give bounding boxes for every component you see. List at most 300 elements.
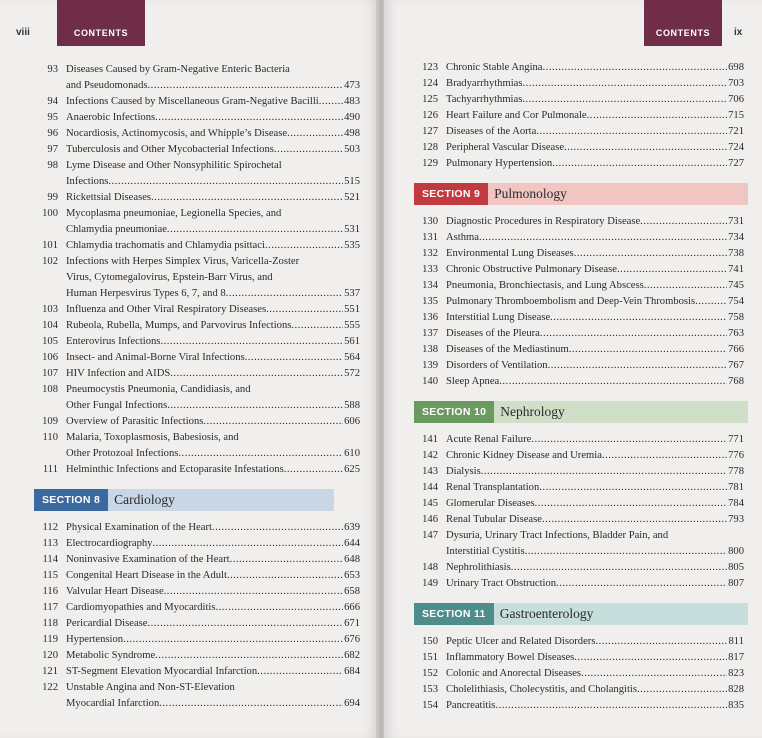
chapter-title: Noninvasive Examination of the Heart <box>66 554 230 565</box>
page-ref: 676 <box>344 634 360 645</box>
toc-entry <box>30 536 360 552</box>
chapter-title-final-line <box>66 318 360 334</box>
chapter-number: 105 <box>42 336 58 347</box>
chapter-title-block <box>446 374 744 390</box>
dot-leader <box>212 520 343 536</box>
dot-leader <box>548 358 728 374</box>
toc-entry <box>410 60 744 76</box>
chapter-title-final-line <box>66 302 360 318</box>
chapter-title: Chronic Obstructive Pulmonary Disease <box>446 264 617 275</box>
chapter-title-final-line <box>446 464 744 480</box>
toc-group <box>410 214 744 390</box>
chapter-title-block <box>66 142 360 158</box>
section-label: SECTION 11 <box>414 603 494 625</box>
chapter-number: 153 <box>422 684 438 695</box>
dot-leader <box>215 600 343 616</box>
toc-group <box>30 62 360 478</box>
chapter-title: Rickettsial Diseases <box>66 192 152 203</box>
chapter-title-final-line <box>446 698 744 714</box>
chapter-title-final-line <box>446 326 744 342</box>
dot-leader <box>640 214 727 230</box>
toc-entry <box>410 140 744 156</box>
chapter-title-line: Virus, Cytomegalovirus, Epstein-Barr Virus, and <box>66 272 273 283</box>
chapter-title: Congenital Heart Disease in the Adult <box>66 570 227 581</box>
chapter-title-block <box>66 648 360 664</box>
toc-entry <box>30 366 360 382</box>
chapter-number: 110 <box>42 432 58 443</box>
toc-entry <box>410 432 744 448</box>
dot-leader <box>637 682 727 698</box>
toc-entry <box>30 382 360 414</box>
dot-leader <box>266 302 343 318</box>
chapter-title-block <box>446 230 744 246</box>
chapter-title-final-line <box>446 214 744 230</box>
dot-leader <box>695 294 727 310</box>
page-ref: 771 <box>728 434 744 445</box>
chapter-number: 131 <box>422 232 438 243</box>
chapter-title-final-line <box>446 650 744 666</box>
chapter-title-block <box>66 536 360 552</box>
chapter-number: 111 <box>42 464 58 475</box>
page-ref: 610 <box>344 448 360 459</box>
chapter-title: Tachyarrhythmias <box>446 94 523 105</box>
chapter-title-block <box>66 238 360 254</box>
toc-group <box>30 520 360 712</box>
chapter-title-final-line <box>446 140 744 156</box>
page-number: ix <box>734 27 743 38</box>
page-ref: 503 <box>344 144 360 155</box>
chapter-title-final-line <box>446 544 744 560</box>
dot-leader <box>227 568 343 584</box>
toc-entry <box>410 342 744 358</box>
page-ref: 767 <box>728 360 744 371</box>
chapter-title: Other Fungal Infections <box>66 400 168 411</box>
chapter-number: 154 <box>422 700 438 711</box>
toc-entry <box>410 278 744 294</box>
page-ref: 823 <box>728 668 744 679</box>
chapter-title: Disorders of Ventilation <box>446 360 548 371</box>
chapter-number: 101 <box>42 240 58 251</box>
page-ref: 572 <box>344 368 360 379</box>
page-ref: 805 <box>728 562 744 573</box>
toc-entry <box>410 682 744 698</box>
chapter-title-final-line <box>446 60 744 76</box>
dot-leader <box>499 374 727 390</box>
chapter-title-block <box>66 334 360 350</box>
chapter-title-final-line <box>446 512 744 528</box>
chapter-number: 121 <box>42 666 58 677</box>
chapter-title: Asthma <box>446 232 479 243</box>
chapter-title-block <box>66 430 360 462</box>
chapter-number: 146 <box>422 514 438 525</box>
dot-leader <box>535 496 728 512</box>
dot-leader <box>178 446 343 462</box>
chapter-title-final-line <box>446 448 744 464</box>
chapter-title-line: Diseases Caused by Gram-Negative Enteric Bacteria <box>66 64 290 75</box>
toc-group <box>410 60 744 172</box>
dot-leader <box>552 156 727 172</box>
chapter-title: Helminthic Infections and Ectoparasite Infestations <box>66 464 284 475</box>
toc-entry <box>410 464 744 480</box>
chapter-number: 140 <box>422 376 438 387</box>
chapter-number: 133 <box>422 264 438 275</box>
dot-leader <box>123 632 343 648</box>
dot-leader <box>574 650 727 666</box>
chapter-title: Acute Renal Failure <box>446 434 532 445</box>
chapter-title-final-line <box>66 222 360 238</box>
dot-leader <box>543 60 728 76</box>
dot-leader <box>569 342 727 358</box>
chapter-title: Electrocardiography <box>66 538 153 549</box>
chapter-number: 99 <box>47 192 58 203</box>
chapter-title-block <box>446 682 744 698</box>
page-ref: 766 <box>728 344 744 355</box>
chapter-title-final-line <box>66 94 360 110</box>
chapter-title-final-line <box>446 666 744 682</box>
chapter-title: Cholelithiasis, Cholecystitis, and Cholangitis <box>446 684 637 695</box>
page-ref: 521 <box>344 192 360 203</box>
chapter-title-block <box>446 512 744 528</box>
right-page <box>384 0 762 738</box>
toc-entry <box>30 552 360 568</box>
chapter-title: Nephrolithiasis <box>446 562 511 573</box>
chapter-number: 122 <box>42 682 58 693</box>
page-ref: 817 <box>728 652 744 663</box>
toc-entry <box>30 568 360 584</box>
dot-leader <box>495 698 727 714</box>
chapter-title-block <box>66 254 360 302</box>
dot-leader <box>274 142 343 158</box>
chapter-number: 129 <box>422 158 438 169</box>
chapter-title-final-line <box>66 632 360 648</box>
toc-entry <box>30 334 360 350</box>
page-ref: 473 <box>344 80 360 91</box>
chapter-title: Peripheral Vascular Disease <box>446 142 565 153</box>
chapter-title: Hypertension <box>66 634 124 645</box>
chapter-title: Tuberculosis and Other Mycobacterial Infections <box>66 144 274 155</box>
chapter-title-final-line <box>66 398 360 414</box>
toc-entry <box>30 302 360 318</box>
chapter-title-final-line <box>446 156 744 172</box>
section-label: SECTION 8 <box>34 489 108 511</box>
chapter-number: 141 <box>422 434 438 445</box>
toc-entry <box>410 512 744 528</box>
chapter-title-block <box>66 568 360 584</box>
chapter-title-final-line <box>66 126 360 142</box>
toc-entry <box>410 448 744 464</box>
dot-leader <box>167 222 343 238</box>
chapter-title-final-line <box>66 414 360 430</box>
chapter-number: 117 <box>42 602 58 613</box>
page-ref: 684 <box>344 666 360 677</box>
chapter-title-line: Mycoplasma pneumoniae, Legionella Species, and <box>66 208 282 219</box>
chapter-title: Chronic Kidney Disease and Uremia <box>446 450 602 461</box>
dot-leader <box>525 544 728 560</box>
chapter-title-block <box>66 318 360 334</box>
chapter-title-block <box>446 496 744 512</box>
page-ref: 490 <box>344 112 360 123</box>
page-ref: 731 <box>728 216 744 227</box>
chapter-title-final-line <box>66 536 360 552</box>
page-ref: 588 <box>344 400 360 411</box>
chapter-title: Chlamydia trachomatis and Chlamydia psittaci <box>66 240 265 251</box>
chapter-number: 128 <box>422 142 438 153</box>
chapter-title-final-line <box>66 334 360 350</box>
chapter-title: Diagnostic Procedures in Respiratory Disease <box>446 216 641 227</box>
chapter-title-block <box>446 464 744 480</box>
chapter-title-block <box>446 156 744 172</box>
chapter-title-block <box>446 246 744 262</box>
chapter-title-final-line <box>446 634 744 650</box>
chapter-title-block <box>66 110 360 126</box>
chapter-title-block <box>66 366 360 382</box>
chapter-number: 145 <box>422 498 438 509</box>
chapter-number: 132 <box>422 248 438 259</box>
chapter-title-final-line <box>446 278 744 294</box>
chapter-title-final-line <box>446 432 744 448</box>
chapter-title-final-line <box>66 616 360 632</box>
dot-leader <box>148 78 344 94</box>
dot-leader <box>155 110 343 126</box>
chapter-title-block <box>66 126 360 142</box>
chapter-title-block <box>446 560 744 576</box>
toc-entry <box>410 92 744 108</box>
page-ref: 648 <box>344 554 360 565</box>
chapter-title-block <box>446 666 744 682</box>
dot-leader <box>230 552 344 568</box>
chapter-title: Diseases of the Mediastinum <box>446 344 569 355</box>
dot-leader <box>542 512 727 528</box>
chapter-title-final-line <box>66 366 360 382</box>
page-ref: 758 <box>728 312 744 323</box>
chapter-title-block <box>446 294 744 310</box>
toc-entry <box>30 680 360 712</box>
chapter-title-block <box>446 92 744 108</box>
toc-entry <box>30 254 360 302</box>
chapter-title-block <box>446 342 744 358</box>
section-title: Gastroenterology <box>494 603 748 625</box>
chapter-number: 120 <box>42 650 58 661</box>
chapter-number: 102 <box>42 256 58 267</box>
page-ref: 778 <box>728 466 744 477</box>
chapter-title: Metabolic Syndrome <box>66 650 156 661</box>
dot-leader <box>167 398 343 414</box>
dot-leader <box>203 414 343 430</box>
chapter-number: 95 <box>47 112 58 123</box>
chapter-title-final-line <box>66 520 360 536</box>
dot-leader <box>581 666 727 682</box>
chapter-title-line: Dysuria, Urinary Tract Infections, Bladder Pain, and <box>446 530 669 541</box>
chapter-title: Infections <box>66 176 109 187</box>
chapter-title-final-line <box>446 682 744 698</box>
chapter-number: 104 <box>42 320 58 331</box>
chapter-number: 135 <box>422 296 438 307</box>
chapter-title: Myocardial Infarction <box>66 698 160 709</box>
chapter-title-block <box>66 62 360 94</box>
toc-entry <box>410 650 744 666</box>
toc-entry <box>410 230 744 246</box>
chapter-title: Diseases of the Pleura <box>446 328 540 339</box>
chapter-title-block <box>446 60 744 76</box>
chapter-title: Insect- and Animal-Borne Viral Infections <box>66 352 245 363</box>
toc-entry <box>410 262 744 278</box>
dot-leader <box>155 648 343 664</box>
toc-entry <box>30 430 360 462</box>
chapter-number: 113 <box>42 538 58 549</box>
page-ref: 531 <box>344 224 360 235</box>
chapter-title-line: Unstable Angina and Non-ST-Elevation <box>66 682 235 693</box>
chapter-title-block <box>446 262 744 278</box>
chapter-number: 152 <box>422 668 438 679</box>
chapter-title-block <box>446 76 744 92</box>
toc-entry <box>30 142 360 158</box>
chapter-title-block <box>446 634 744 650</box>
chapter-title-block <box>446 650 744 666</box>
dot-leader <box>170 366 343 382</box>
toc-entry <box>410 496 744 512</box>
chapter-title: Enterovirus Infections <box>66 336 161 347</box>
chapter-title-final-line <box>66 648 360 664</box>
page-ref: 763 <box>728 328 744 339</box>
chapter-title: Overview of Parasitic Infections <box>66 416 204 427</box>
chapter-number: 136 <box>422 312 438 323</box>
page-ref: 727 <box>728 158 744 169</box>
chapter-title-line: Pneumocystis Pneumonia, Candidiasis, and <box>66 384 251 395</box>
toc-entry <box>30 350 360 366</box>
chapter-title: ST-Segment Elevation Myocardial Infarction <box>66 666 258 677</box>
chapter-title: Cardiomyopathies and Myocarditis <box>66 602 216 613</box>
chapter-title-final-line <box>446 310 744 326</box>
chapter-number: 114 <box>42 554 58 565</box>
chapter-number: 137 <box>422 328 438 339</box>
chapter-title: Pulmonary Thromboembolism and Deep-Vein Thrombosis <box>446 296 696 307</box>
chapter-title: Renal Transplantation <box>446 482 540 493</box>
dot-leader <box>556 576 727 592</box>
chapter-number: 107 <box>42 368 58 379</box>
page-ref: 703 <box>728 78 744 89</box>
page-ref: 698 <box>728 62 744 73</box>
chapter-number: 125 <box>422 94 438 105</box>
toc-entry <box>410 666 744 682</box>
chapter-number: 130 <box>422 216 438 227</box>
left-page <box>0 0 378 738</box>
toc-group <box>410 634 744 714</box>
chapter-number: 124 <box>422 78 438 89</box>
page-ref: 807 <box>728 578 744 589</box>
chapter-number: 103 <box>42 304 58 315</box>
section-header-gastroenterology <box>414 603 748 625</box>
chapter-number: 109 <box>42 416 58 427</box>
dot-leader <box>522 92 727 108</box>
chapter-title-final-line <box>446 294 744 310</box>
chapter-title: Physical Examination of the Heart <box>66 522 212 533</box>
page-ref: 694 <box>344 698 360 709</box>
chapter-title-final-line <box>66 174 360 190</box>
toc-entry <box>410 698 744 714</box>
page-ref: 741 <box>728 264 744 275</box>
page-ref: 551 <box>344 304 360 315</box>
page-ref: 535 <box>344 240 360 251</box>
page-ref: 768 <box>728 376 744 387</box>
chapter-title: Anaerobic Infections <box>66 112 156 123</box>
toc-entry <box>30 584 360 600</box>
chapter-title: Chlamydia pneumoniae <box>66 224 167 235</box>
chapter-title-final-line <box>66 696 360 712</box>
dot-leader <box>644 278 727 294</box>
chapter-title: Chronic Stable Angina <box>446 62 543 73</box>
toc-entry <box>30 238 360 254</box>
chapter-number: 134 <box>422 280 438 291</box>
chapter-title: Nocardiosis, Actinomycosis, and Whipple’s Disease <box>66 128 288 139</box>
toc-entry <box>410 480 744 496</box>
dot-leader <box>523 76 728 92</box>
page-ref: 811 <box>728 636 744 647</box>
dot-leader <box>265 238 343 254</box>
chapter-title-final-line <box>446 576 744 592</box>
page-ref: 800 <box>728 546 744 557</box>
chapter-title-final-line <box>66 78 360 94</box>
chapter-title: Diseases of the Aorta <box>446 126 537 137</box>
chapter-title: Bradyarrhythmias <box>446 78 523 89</box>
chapter-title-line: Malaria, Toxoplasmosis, Babesiosis, and <box>66 432 239 443</box>
chapter-number: 148 <box>422 562 438 573</box>
dot-leader <box>147 616 343 632</box>
page-ref: 776 <box>728 450 744 461</box>
chapter-title-final-line <box>446 496 744 512</box>
chapter-number: 149 <box>422 578 438 589</box>
chapter-title-block <box>66 616 360 632</box>
chapter-title-block <box>66 414 360 430</box>
dot-leader <box>479 230 727 246</box>
chapter-title-final-line <box>446 92 744 108</box>
dot-leader <box>245 350 343 366</box>
toc-entry <box>410 246 744 262</box>
page-ref: 639 <box>344 522 360 533</box>
chapter-number: 106 <box>42 352 58 363</box>
section-header-pulmonology <box>414 183 748 205</box>
dot-leader <box>151 190 343 206</box>
section-label: SECTION 9 <box>414 183 488 205</box>
chapter-title-block <box>446 448 744 464</box>
chapter-title-final-line <box>446 560 744 576</box>
toc-entry <box>30 318 360 334</box>
chapter-title-block <box>66 520 360 536</box>
chapter-number: 138 <box>422 344 438 355</box>
dot-leader <box>291 318 343 334</box>
toc-entry <box>410 294 744 310</box>
chapter-title: Influenza and Other Viral Respiratory Diseases <box>66 304 267 315</box>
page-ref: 706 <box>728 94 744 105</box>
toc-entry <box>30 632 360 648</box>
chapter-title-block <box>66 584 360 600</box>
chapter-title-block <box>66 206 360 238</box>
chapter-title: Heart Failure and Cor Pulmonale <box>446 110 587 121</box>
contents-header-tab: CONTENTS <box>644 0 722 46</box>
page-ref: 564 <box>344 352 360 363</box>
chapter-number: 123 <box>422 62 438 73</box>
dot-leader <box>226 286 343 302</box>
chapter-title: Interstitial Cystitis <box>446 546 525 557</box>
dot-leader <box>531 432 727 448</box>
chapter-title-block <box>66 190 360 206</box>
dot-leader <box>550 310 727 326</box>
page-ref: 828 <box>728 684 744 695</box>
dot-leader <box>287 126 343 142</box>
toc-entry <box>410 76 744 92</box>
chapter-title-final-line <box>446 246 744 262</box>
page-ref: 653 <box>344 570 360 581</box>
chapter-title-block <box>446 124 744 140</box>
